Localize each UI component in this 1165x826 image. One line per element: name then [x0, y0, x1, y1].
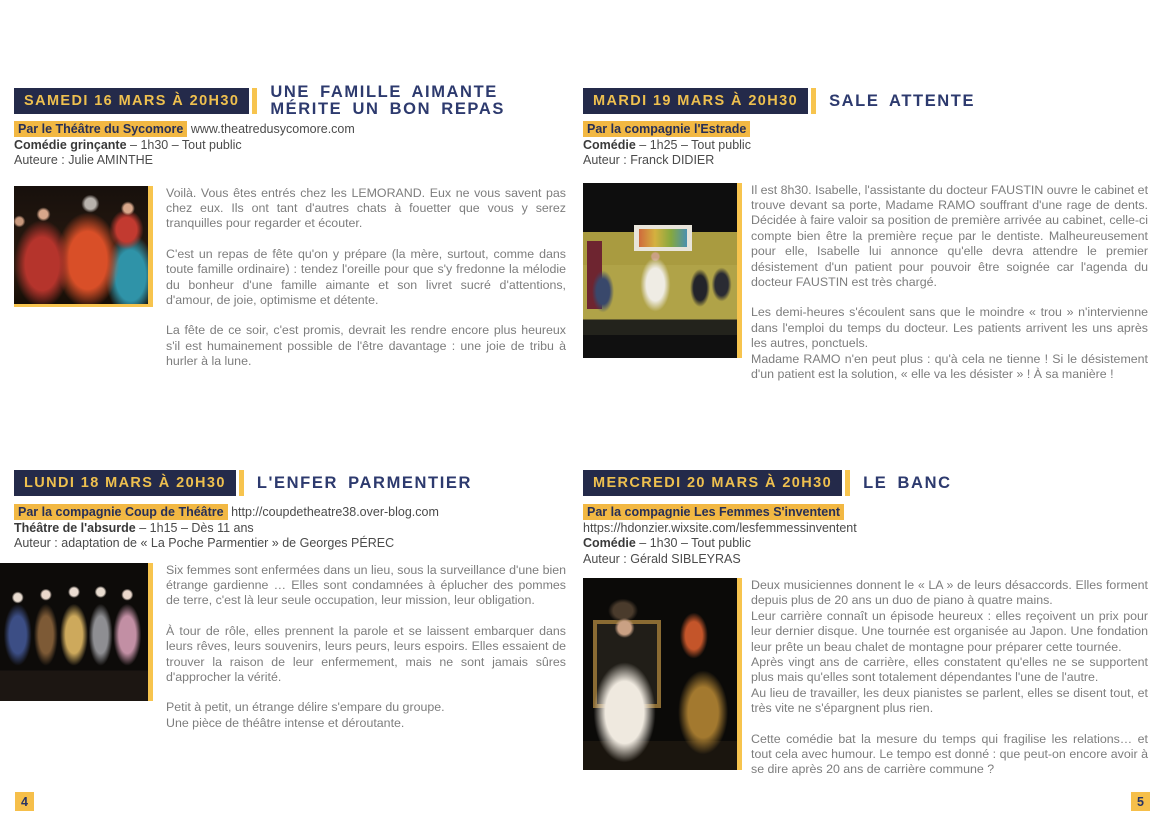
synopsis-text [166, 563, 566, 732]
event-info [14, 122, 566, 169]
company-website: www.theatredusycomore.com [190, 122, 355, 136]
date-banner: LUNDI 18 MARS À 20H30 [14, 470, 236, 496]
accent-bar [239, 470, 244, 496]
synopsis-paragraph: C'est un repas de fête qu'on y prépare (la mère, surtout, comme dans toute famille ordinaire) : tendez l'oreille pour que s'y fredonne la mélodie du bonheur d'une famille aimante et son livret sucré d'attentions, d'amour, de joie, optimisme et détente. [166, 246, 566, 307]
author-line: Auteur : Franck DIDIER [583, 153, 715, 167]
synopsis-text [751, 183, 1148, 383]
company-website: http://coupdetheatre38.over-blog.com [231, 505, 439, 519]
event-photo-le-banc [583, 578, 742, 770]
synopsis-paragraph: Leur carrière connaît un épisode heureux : elles reçoivent un prix pour leur dernier disque. Une tournée est organisée au Japon. Une fondation leur prête un beau chalet de montagne pour préparer cette tournée. [751, 608, 1148, 654]
accent-bar [811, 88, 816, 114]
synopsis-paragraph: Madame RAMO n'en peut plus : qu'à cela ne tienne ! Si le désistement d'un patient est la solution, « elle va les désister » ! À sa manière ! [751, 351, 1148, 381]
company-line [583, 505, 1148, 521]
duration-audience: – 1h25 – Tout public [639, 137, 751, 152]
genre-duration-line [14, 138, 566, 154]
event-body [14, 186, 566, 370]
genre-duration-line [583, 536, 1148, 552]
event-header [14, 470, 566, 496]
company-website: https://hdonzier.wixsite.com/lesfemmessinventent [583, 520, 857, 535]
synopsis-paragraph: Petit à petit, un étrange délire s'empare du groupe. [166, 700, 445, 715]
event-block-enfer-parmentier [14, 470, 566, 731]
accent-bar [252, 88, 257, 114]
event-title: LE BANC [863, 473, 952, 492]
synopsis-paragraph: La fête de ce soir, c'est promis, devrait les rendre encore plus heureux s'il est humainement possible de l'être davantage : une joie de tribu à hurler à la lune. [166, 323, 566, 369]
synopsis-paragraph: Voilà. Vous êtes entrés chez les LEMORAND. Eux ne vous savent pas chez eux. Ils ont tant d'autres chats à fouetter que vous y serez tranquilles pour regarder et écouter. [166, 185, 566, 231]
company-line [14, 505, 566, 521]
duration-audience: – 1h15 – Dès 11 ans [139, 520, 254, 535]
synopsis-paragraph: Les demi-heures s'écoulent sans que le moindre « trou » n'intervienne dans l'emploi du temps du docteur. Les patients arrivent les uns après les autres, ponctuels. [751, 305, 1148, 351]
author-line: Auteure : Julie AMINTHE [14, 153, 153, 167]
genre-label: Comédie [583, 536, 636, 550]
duration-audience: – 1h30 – Tout public [639, 536, 751, 550]
synopsis-paragraph: Cette comédie bat la mesure du temps qui fragilise les relations… et tout cela avec humour. Le tempo est donné : que peut-on encore avoir à se dire après 20 ans de carrière commune ? [751, 731, 1148, 777]
event-header [583, 470, 1148, 496]
duration-audience: – 1h30 – Tout public [130, 137, 242, 152]
company-line [14, 122, 566, 138]
event-header [583, 88, 1148, 114]
author-line: Auteur : adaptation de « La Poche Parmentier » de Georges PÉREC [14, 536, 395, 550]
event-photo-enfer-parmentier [0, 563, 153, 701]
event-info [14, 505, 566, 552]
accent-bar [845, 470, 850, 496]
event-title: SALE ATTENTE [829, 91, 976, 110]
event-block-le-banc [583, 470, 1148, 778]
synopsis-paragraph: Après vingt ans de carrière, elles constatent qu'elles ne se supportent plus mais qu'elles sont totalement dépendantes l'une de l'autre. [751, 655, 1148, 685]
synopsis-paragraph: Au lieu de travailler, les deux pianistes se parlent, elles se disent tout, et très vite ne s'épargnent plus rien. [751, 685, 1148, 716]
event-header [14, 83, 566, 118]
event-block-famille-aimante [14, 83, 566, 370]
genre-label: Comédie [583, 137, 636, 152]
event-body [583, 183, 1148, 383]
company-highlight: Par le Théâtre du Sycomore [14, 121, 187, 137]
event-title: UNE FAMILLE AIMANTE MÉRITE UN BON REPAS [270, 83, 505, 118]
synopsis-text [166, 186, 566, 370]
genre-label: Comédie grinçante [14, 137, 127, 152]
event-info [583, 122, 1148, 169]
author-line: Auteur : Gérald SIBLEYRAS [583, 551, 741, 566]
company-highlight: Par la compagnie l'Estrade [583, 121, 750, 137]
company-line [583, 122, 1148, 138]
date-banner: SAMEDI 16 MARS À 20H30 [14, 88, 249, 114]
genre-label: Théâtre de l'absurde [14, 520, 136, 535]
company-highlight: Par la compagnie Coup de Théâtre [14, 504, 228, 520]
event-photo-famille [14, 186, 153, 307]
event-body [14, 563, 566, 732]
synopsis-paragraph: Une pièce de théâtre intense et déroutante. [166, 715, 405, 730]
page-number-left: 4 [15, 792, 34, 811]
event-body [583, 578, 1148, 778]
page-number-right: 5 [1131, 792, 1150, 811]
event-block-sale-attente [583, 88, 1148, 382]
synopsis-paragraph: Il est 8h30. Isabelle, l'assistante du docteur FAUSTIN ouvre le cabinet et trouve devant sa porte, Madame RAMO souffrant d'une rage de dents. Décidée à faire valoir sa position de première arrivée au cabinet, celle-ci compte bien être la première reçue par le dentiste. Malheureusement pour elle, Isabelle lui annonce qu'elle devra attendre le premier désistement d'un patient pour pouvoir être soignée car l'agenda du docteur FAUSTIN est très chargé. [751, 182, 1149, 289]
synopsis-paragraph: Six femmes sont enfermées dans un lieu, sous la surveillance d'une bien étrange gardienne … Elles sont condamnées à éplucher des pommes de terre, c'est là leur seule occupation, leur mission, leur obligation. [166, 562, 566, 608]
date-banner: MERCREDI 20 MARS À 20H30 [583, 470, 842, 496]
event-photo-sale-attente [583, 183, 742, 358]
synopsis-paragraph: À tour de rôle, elles prennent la parole et se laissent embarquer dans leurs rêves, leurs souvenirs, leurs peurs, leurs espoirs. Elles essaient de trouver la raison de leur enfermement, mais ne sont jamais sûres d'approcher la vérité. [166, 623, 566, 684]
event-title: L'ENFER PARMENTIER [256, 473, 473, 492]
genre-duration-line [583, 138, 1148, 154]
synopsis-text [751, 578, 1148, 778]
company-highlight: Par la compagnie Les Femmes S'inventent [583, 504, 844, 520]
event-info [583, 505, 1148, 567]
genre-duration-line [14, 521, 566, 537]
synopsis-paragraph: Deux musiciennes donnent le « LA » de leurs désaccords. Elles forment depuis plus de 20 ans un duo de piano à quatre mains. [751, 578, 1148, 608]
date-banner: MARDI 19 MARS À 20H30 [583, 88, 808, 114]
